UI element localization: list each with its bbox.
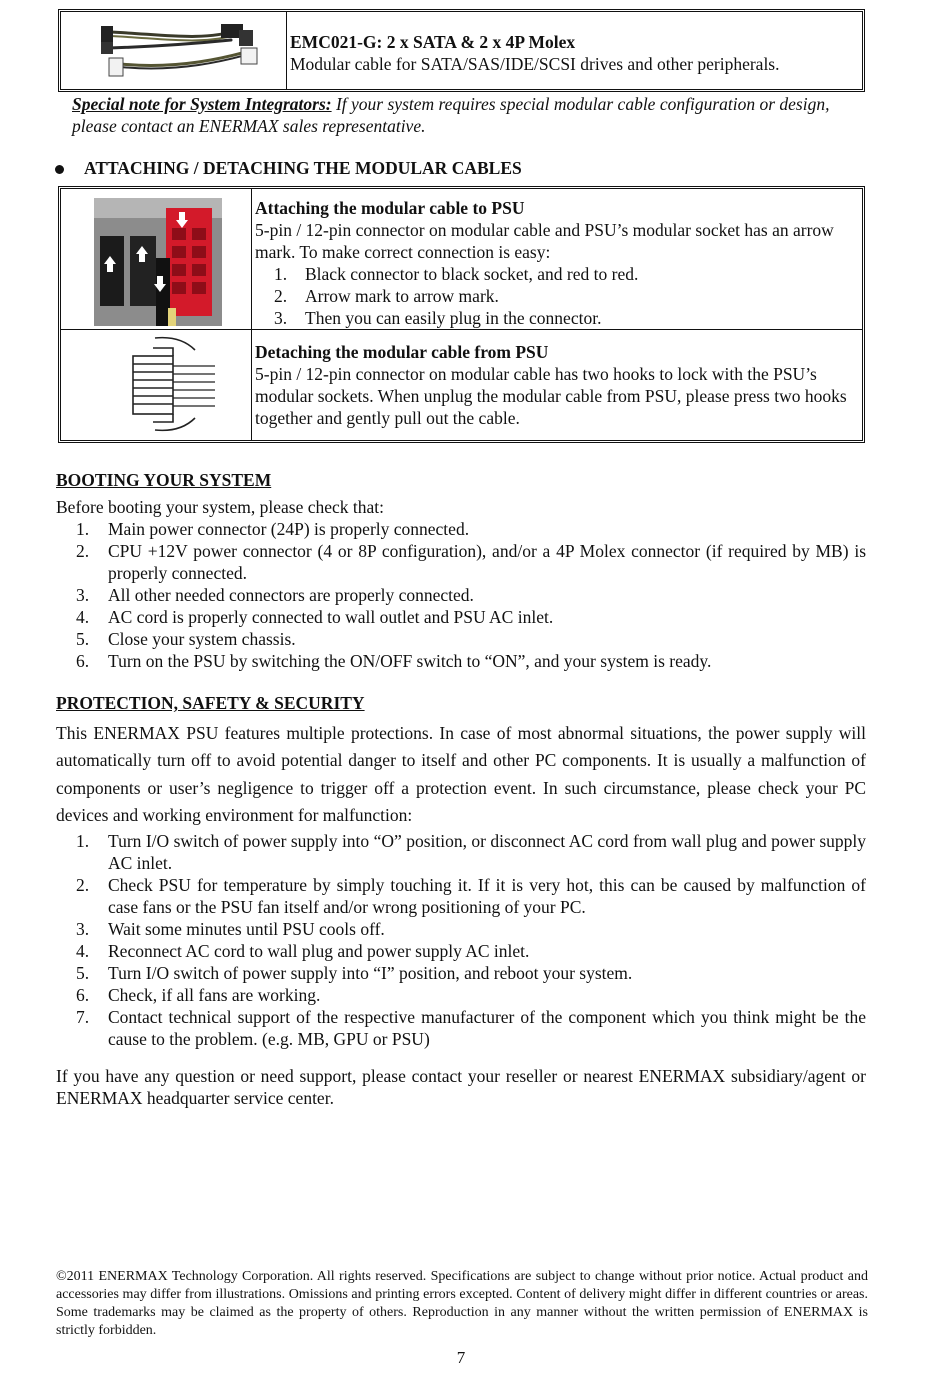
list-item: 1. Turn I/O switch of power supply into “O” position, or disconnect AC cord from wall plug and power supply AC inlet. [76, 831, 866, 873]
attach-detach-table [58, 186, 865, 443]
list-item: 2. Arrow mark to arrow mark. [274, 286, 499, 306]
special-note-label: Special note for System Integrators: [72, 94, 332, 114]
list-item: 4. Reconnect AC cord to wall plug and power supply AC inlet. [76, 941, 530, 961]
list-item: 3. Wait some minutes until PSU cools off. [76, 919, 385, 939]
list-item: 1. Black connector to black socket, and red to red. [274, 264, 639, 284]
protection-heading: PROTECTION, SAFETY & SECURITY [56, 693, 365, 713]
psu-socket-photo [94, 198, 222, 326]
list-item: 1. Main power connector (24P) is properly connected. [76, 519, 470, 539]
list-item: 2. Check PSU for temperature by simply touching it. If it is very hot, this can be caused by malfunction of case fans or the PSU fan itself and/or wrong positioning of your PC. [76, 875, 866, 917]
list-item: 4. AC cord is properly connected to wall outlet and PSU AC inlet. [76, 607, 554, 627]
attach-title: Attaching the modular cable to PSU [255, 198, 525, 218]
protection-closing: If you have any question or need support, please contact your reseller or nearest ENERMAX subsidiary/agent or ENERMAX headquarter service center. [56, 1066, 866, 1108]
cable-description: Modular cable for SATA/SAS/IDE/SCSI drives and other peripherals. [290, 54, 780, 74]
list-item: 2. CPU +12V power connector (4 or 8P configuration), and/or a 4P Molex connector (if required by MB) is properly connected. [76, 541, 866, 583]
cable-image-cell [61, 12, 287, 89]
list-item: 7. Contact technical support of the respective manufacturer of the component which you think might be the cause to the problem. (e.g. MB, GPU or PSU) [76, 1007, 866, 1049]
list-item: 6. Check, if all fans are working. [76, 985, 321, 1005]
protection-intro: This ENERMAX PSU features multiple protections. In case of most abnormal situations, the power supply will automatically turn off to avoid potential danger to itself and other PC components. It is usually a malfunction of components or user’s negligence to trigger off a protection event. In such circumstance, please check your PC devices and working environment for malfunction: [56, 723, 866, 825]
copyright-footer: ©2011 ENERMAX Technology Corporation. All rights reserved. Specifications are subject to change without prior notice. Actual product and accessories may differ from illustrations. Omissions and printing errors excepted. Content of delivery might differ in different countries or areas. Some trademarks may be claimed as the property of others. Reproduction in any manner without the written permission of ENERMAX is strictly forbidden. [56, 1269, 868, 1338]
list-item: 3. Then you can easily plug in the connector. [274, 308, 602, 328]
booting-section [56, 496, 866, 672]
page-number: 7 [456, 1348, 466, 1367]
detach-text: 5-pin / 12-pin connector on modular cable has two hooks to lock with the PSU’s modular sockets. When unplug the modular cable from PSU, please press two hooks together and gently pull out the cable. [255, 364, 847, 428]
attach-heading [55, 158, 522, 179]
attach-text: 5-pin / 12-pin connector on modular cable and PSU’s modular socket has an arrow mark. To make correct connection is easy: [255, 220, 834, 262]
attach-heading-text: ATTACHING / DETACHING THE MODULAR CABLES [84, 158, 522, 178]
booting-intro: Before booting your system, please check that: [56, 497, 385, 517]
cable-table [58, 9, 865, 92]
cable-text-cell [290, 31, 860, 75]
modular-cable-image [61, 12, 286, 89]
protection-section [56, 830, 866, 1050]
special-note-text: If your system requires special modular cable configuration or design, please contact an ENERMAX sales representative. [72, 94, 830, 136]
special-note [72, 93, 862, 137]
cable-title: EMC021-G: 2 x SATA & 2 x 4P Molex [290, 32, 576, 52]
attach-cell [255, 197, 853, 329]
list-item: 5. Close your system chassis. [76, 629, 296, 649]
booting-list [56, 518, 866, 672]
detach-cell [255, 341, 853, 429]
attach-steps [255, 263, 853, 329]
bullet-icon [55, 165, 64, 174]
psu-socket-image [94, 198, 222, 326]
list-item: 5. Turn I/O switch of power supply into “I” position, and reboot your system. [76, 963, 633, 983]
connector-hooks-image [125, 334, 225, 434]
protection-list [56, 830, 866, 1050]
connector-hooks-drawing [125, 334, 225, 434]
list-item: 6. Turn on the PSU by switching the ON/OFF switch to “ON”, and your system is ready. [76, 651, 712, 671]
detach-title: Detaching the modular cable from PSU [255, 342, 549, 362]
list-item: 3. All other needed connectors are properly connected. [76, 585, 474, 605]
booting-heading: BOOTING YOUR SYSTEM [56, 470, 272, 490]
